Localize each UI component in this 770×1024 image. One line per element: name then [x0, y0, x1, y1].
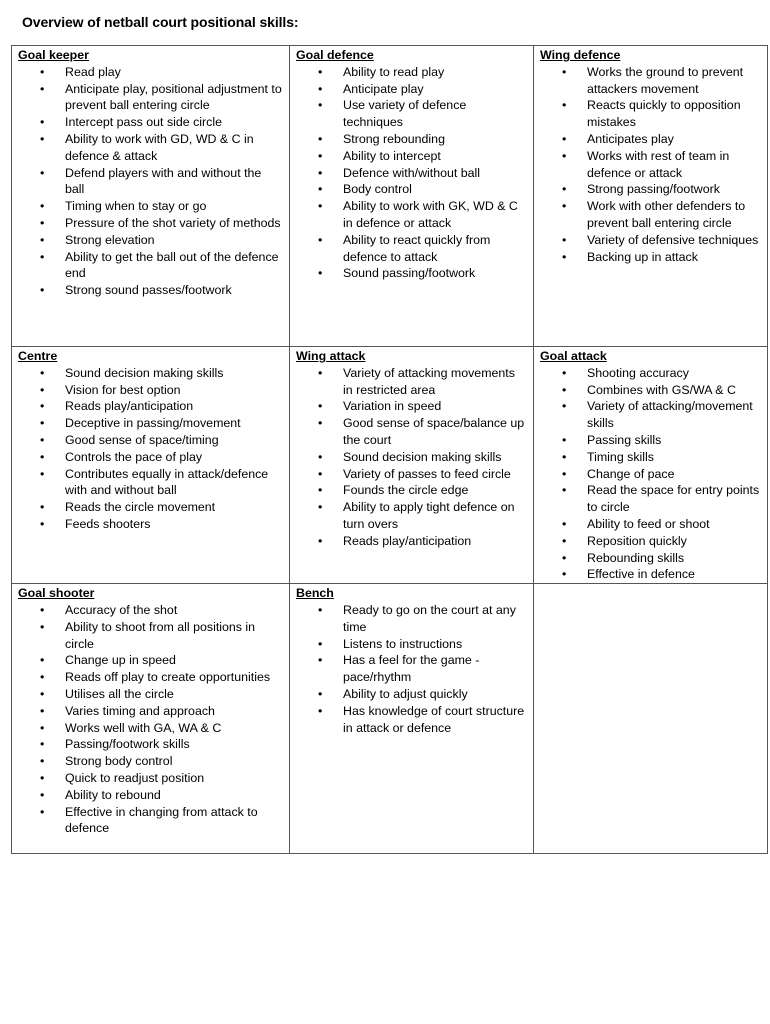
- list-item: [296, 131, 527, 148]
- skill-text: Read the space for entry points to circle: [587, 483, 760, 515]
- skill-text: Contributes equally in attack/defence with and without ball: [65, 466, 269, 498]
- position-title: Goal attack: [540, 349, 607, 363]
- list-item: [296, 499, 527, 533]
- skill-text: Intercept pass out side circle: [65, 115, 223, 130]
- list-item: [18, 736, 283, 753]
- skill-text: Variety of defensive techniques: [587, 232, 759, 247]
- skill-text: Ability to work with GD, WD & C in defence & attack: [65, 131, 254, 163]
- bullet-icon: •: [562, 483, 567, 498]
- bullet-icon: •: [40, 249, 45, 264]
- position-cell: [290, 347, 534, 584]
- empty-cell: [534, 584, 768, 854]
- skill-text: Reads off play to create opportunities: [65, 670, 271, 685]
- list-item: [296, 198, 527, 232]
- skill-text: Backing up in attack: [587, 249, 698, 264]
- table-row: [12, 347, 768, 584]
- skill-text: Ability to rebound: [65, 787, 161, 802]
- position-title: Centre: [18, 349, 58, 363]
- table-row: [12, 584, 768, 854]
- list-item: [18, 449, 283, 466]
- bullet-icon: •: [40, 754, 45, 769]
- list-item: [540, 365, 761, 382]
- skill-text: Works well with GA, WA & C: [65, 720, 222, 735]
- list-item: [296, 602, 527, 636]
- bullet-icon: •: [318, 399, 323, 414]
- bullet-icon: •: [562, 131, 567, 146]
- skill-text: Strong rebounding: [343, 131, 445, 146]
- bullet-icon: •: [40, 737, 45, 752]
- list-item: [540, 181, 761, 198]
- bullet-icon: •: [318, 653, 323, 668]
- bullet-icon: •: [40, 516, 45, 531]
- skill-text: Reads play/anticipation: [65, 399, 194, 414]
- skill-text: Ability to feed or shoot: [587, 516, 710, 531]
- bullet-icon: •: [562, 98, 567, 113]
- list-item: [296, 466, 527, 483]
- bullet-icon: •: [40, 500, 45, 515]
- positional-skills-table: [11, 45, 768, 854]
- bullet-icon: •: [562, 64, 567, 79]
- bullet-icon: •: [562, 399, 567, 414]
- skill-text: Ability to adjust quickly: [343, 686, 468, 701]
- bullet-icon: •: [562, 449, 567, 464]
- skill-text: Works with rest of team in defence or attack: [587, 148, 730, 180]
- skill-text: Reacts quickly to opposition mistakes: [587, 98, 741, 130]
- skill-text: Utilises all the circle: [65, 686, 174, 701]
- position-cell: [12, 46, 290, 347]
- bullet-icon: •: [562, 249, 567, 264]
- skill-text: Reads play/anticipation: [343, 533, 472, 548]
- skill-text: Passing skills: [587, 432, 662, 447]
- bullet-icon: •: [318, 98, 323, 113]
- skill-text: Ability to shoot from all positions in circle: [65, 619, 256, 651]
- skill-text: Works the ground to prevent attackers movement: [587, 64, 744, 96]
- skill-text: Reads the circle movement: [65, 500, 216, 515]
- bullet-icon: •: [562, 516, 567, 531]
- list-item: [18, 131, 283, 165]
- list-item: [18, 249, 283, 283]
- bullet-icon: •: [562, 232, 567, 247]
- skill-text: Variety of attacking movements in restricted area: [343, 365, 515, 397]
- list-item: [540, 432, 761, 449]
- list-item: [296, 232, 527, 266]
- list-item: [18, 114, 283, 131]
- bullet-icon: •: [40, 165, 45, 180]
- bullet-icon: •: [318, 81, 323, 96]
- list-item: [296, 81, 527, 98]
- list-item: [296, 482, 527, 499]
- skill-text: Accuracy of the shot: [65, 602, 178, 617]
- list-item: [296, 398, 527, 415]
- bullet-icon: •: [318, 636, 323, 651]
- list-item: [18, 787, 283, 804]
- list-item: [540, 249, 761, 266]
- list-item: [18, 415, 283, 432]
- skill-text: Ability to intercept: [343, 148, 441, 163]
- bullet-icon: •: [318, 686, 323, 701]
- skill-text: Good sense of space/timing: [65, 432, 219, 447]
- list-item: [540, 550, 761, 567]
- skill-text: Sound decision making skills: [65, 365, 224, 380]
- skill-text: Effective in changing from attack to defence: [65, 804, 258, 836]
- position-title: Bench: [296, 586, 334, 601]
- position-title: Wing attack: [296, 349, 366, 363]
- list-item: [18, 282, 283, 299]
- skill-text: Ability to react quickly from defence to attack: [343, 232, 491, 264]
- bullet-icon: •: [40, 399, 45, 414]
- bullet-icon: •: [562, 365, 567, 380]
- list-item: [540, 64, 761, 98]
- bullet-icon: •: [318, 533, 323, 548]
- skill-text: Reposition quickly: [587, 533, 687, 548]
- list-item: [296, 703, 527, 737]
- bullet-icon: •: [318, 703, 323, 718]
- list-item: [540, 398, 761, 432]
- skill-list: [296, 602, 527, 736]
- list-item: [296, 97, 527, 131]
- skill-text: Anticipate play, positional adjustment to prevent ball entering circle: [65, 81, 282, 113]
- position-cell: [290, 46, 534, 347]
- skill-text: Passing/footwork skills: [65, 737, 190, 752]
- bullet-icon: •: [318, 602, 323, 617]
- bullet-icon: •: [318, 483, 323, 498]
- list-item: [18, 198, 283, 215]
- list-item: [18, 516, 283, 533]
- skill-list: [540, 64, 761, 266]
- bullet-icon: •: [40, 670, 45, 685]
- skill-text: Pressure of the shot variety of methods: [65, 215, 281, 230]
- skill-text: Strong elevation: [65, 232, 155, 247]
- bullet-icon: •: [40, 720, 45, 735]
- skill-text: Feeds shooters: [65, 516, 151, 531]
- bullet-icon: •: [40, 653, 45, 668]
- bullet-icon: •: [562, 182, 567, 197]
- skill-text: Ability to apply tight defence on turn overs: [343, 500, 515, 531]
- list-item: [18, 215, 283, 232]
- bullet-icon: •: [318, 416, 323, 431]
- list-item: [540, 97, 761, 131]
- list-item: [18, 602, 283, 619]
- list-item: [18, 753, 283, 770]
- page-title: Overview of netball court positional skills:: [22, 14, 299, 30]
- list-item: [18, 770, 283, 787]
- bullet-icon: •: [40, 64, 45, 79]
- position-cell: [534, 347, 768, 584]
- bullet-icon: •: [562, 567, 567, 582]
- skill-text: Ability to work with GK, WD & C in defence or attack: [343, 199, 518, 230]
- list-item: [18, 432, 283, 449]
- bullet-icon: •: [40, 232, 45, 247]
- skill-list: [540, 365, 761, 583]
- bullet-icon: •: [40, 619, 45, 634]
- bullet-icon: •: [40, 199, 45, 214]
- skill-list: [18, 602, 283, 837]
- list-item: [296, 415, 527, 449]
- list-item: [540, 131, 761, 148]
- skill-text: Rebounding skills: [587, 550, 685, 565]
- list-item: [540, 566, 761, 583]
- bullet-icon: •: [562, 550, 567, 565]
- list-item: [296, 64, 527, 81]
- skill-list: [296, 365, 527, 550]
- skill-text: Ability to read play: [343, 64, 445, 79]
- bullet-icon: •: [318, 449, 323, 464]
- bullet-icon: •: [562, 382, 567, 397]
- list-item: [18, 232, 283, 249]
- list-item: [18, 619, 283, 653]
- bullet-icon: •: [562, 533, 567, 548]
- skill-list: [18, 365, 283, 533]
- list-item: [18, 804, 283, 838]
- list-item: [540, 466, 761, 483]
- skill-text: Strong sound passes/footwork: [65, 283, 232, 298]
- skill-text: Vision for best option: [65, 382, 181, 397]
- skill-text: Defend players with and without the ball: [65, 165, 262, 197]
- list-item: [540, 148, 761, 182]
- skill-text: Variation in speed: [343, 399, 442, 414]
- list-item: [540, 198, 761, 232]
- list-item: [18, 81, 283, 115]
- skill-text: Change of pace: [587, 466, 675, 481]
- bullet-icon: •: [40, 466, 45, 481]
- list-item: [296, 181, 527, 198]
- list-item: [540, 482, 761, 516]
- list-item: [18, 165, 283, 199]
- skill-text: Body control: [343, 182, 412, 197]
- list-item: [18, 703, 283, 720]
- list-item: [296, 365, 527, 399]
- skill-text: Effective in defence: [587, 567, 695, 582]
- skill-text: Variety of attacking/movement skills: [587, 399, 753, 431]
- skill-text: Combines with GS/WA & C: [587, 382, 736, 397]
- bullet-icon: •: [318, 64, 323, 79]
- list-item: [18, 365, 283, 382]
- bullet-icon: •: [318, 199, 323, 214]
- bullet-icon: •: [562, 432, 567, 447]
- skill-text: Sound passing/footwork: [343, 266, 476, 281]
- skill-text: Anticipates play: [587, 131, 674, 146]
- skill-text: Deceptive in passing/movement: [65, 416, 241, 431]
- bullet-icon: •: [318, 365, 323, 380]
- position-cell: [12, 584, 290, 854]
- skill-text: Ready to go on the court at any time: [343, 602, 516, 634]
- list-item: [540, 516, 761, 533]
- list-item: [540, 232, 761, 249]
- skill-text: Timing when to stay or go: [65, 199, 207, 214]
- bullet-icon: •: [318, 165, 323, 180]
- bullet-icon: •: [562, 199, 567, 214]
- bullet-icon: •: [318, 232, 323, 247]
- bullet-icon: •: [40, 770, 45, 785]
- bullet-icon: •: [40, 416, 45, 431]
- list-item: [296, 148, 527, 165]
- list-item: [296, 686, 527, 703]
- skill-text: Ability to get the ball out of the defence end: [65, 249, 279, 281]
- skill-text: Sound decision making skills: [343, 449, 502, 464]
- position-title: Goal defence: [296, 48, 374, 62]
- position-title: Wing defence: [540, 48, 621, 62]
- list-item: [540, 449, 761, 466]
- list-item: [18, 720, 283, 737]
- skill-text: Founds the circle edge: [343, 483, 469, 498]
- list-item: [296, 533, 527, 550]
- position-cell: [534, 46, 768, 347]
- skill-text: Has a feel for the game - pace/rhythm: [343, 653, 480, 685]
- bullet-icon: •: [40, 602, 45, 617]
- bullet-icon: •: [40, 449, 45, 464]
- bullet-icon: •: [318, 148, 323, 163]
- list-item: [18, 652, 283, 669]
- skill-text: Anticipate play: [343, 81, 424, 96]
- list-item: [296, 165, 527, 182]
- position-title: Goal keeper: [18, 48, 89, 62]
- bullet-icon: •: [40, 81, 45, 96]
- skill-text: Listens to instructions: [343, 636, 463, 651]
- bullet-icon: •: [40, 382, 45, 397]
- skill-text: Has knowledge of court structure in attack or defence: [343, 703, 525, 735]
- list-item: [18, 398, 283, 415]
- skill-text: Varies timing and approach: [65, 703, 215, 718]
- bullet-icon: •: [318, 500, 323, 515]
- skill-text: Quick to readjust position: [65, 770, 205, 785]
- bullet-icon: •: [318, 266, 323, 281]
- bullet-icon: •: [40, 131, 45, 146]
- bullet-icon: •: [318, 182, 323, 197]
- skill-list: [296, 64, 527, 282]
- bullet-icon: •: [318, 131, 323, 146]
- skill-text: Change up in speed: [65, 653, 176, 668]
- list-item: [296, 265, 527, 282]
- list-item: [540, 382, 761, 399]
- skill-text: Strong body control: [65, 754, 173, 769]
- bullet-icon: •: [40, 115, 45, 130]
- position-title: Goal shooter: [18, 586, 95, 601]
- bullet-icon: •: [40, 686, 45, 701]
- bullet-icon: •: [40, 365, 45, 380]
- bullet-icon: •: [40, 432, 45, 447]
- bullet-icon: •: [40, 703, 45, 718]
- list-item: [296, 449, 527, 466]
- list-item: [18, 686, 283, 703]
- list-item: [18, 499, 283, 516]
- skill-text: Controls the pace of play: [65, 449, 203, 464]
- skill-text: Variety of passes to feed circle: [343, 466, 511, 481]
- skill-text: Work with other defenders to prevent ball entering circle: [587, 199, 746, 230]
- bullet-icon: •: [318, 466, 323, 481]
- bullet-icon: •: [40, 215, 45, 230]
- list-item: [296, 636, 527, 653]
- bullet-icon: •: [40, 804, 45, 819]
- skill-list: [18, 64, 283, 299]
- skill-text: Use variety of defence techniques: [343, 98, 467, 130]
- bullet-icon: •: [40, 787, 45, 802]
- skill-text: Shooting accuracy: [587, 365, 689, 380]
- skill-text: Defence with/without ball: [343, 165, 481, 180]
- position-cell: [12, 347, 290, 584]
- list-item: [18, 64, 283, 81]
- position-cell: [290, 584, 534, 854]
- skill-text: Good sense of space/balance up the court: [343, 416, 525, 447]
- table-row: [12, 46, 768, 347]
- list-item: [18, 669, 283, 686]
- bullet-icon: •: [40, 283, 45, 298]
- skill-text: Read play: [65, 64, 121, 79]
- skill-text: Strong passing/footwork: [587, 182, 720, 197]
- list-item: [18, 466, 283, 500]
- bullet-icon: •: [562, 148, 567, 163]
- list-item: [296, 652, 527, 686]
- list-item: [540, 533, 761, 550]
- bullet-icon: •: [562, 466, 567, 481]
- skill-text: Timing skills: [587, 449, 655, 464]
- list-item: [18, 382, 283, 399]
